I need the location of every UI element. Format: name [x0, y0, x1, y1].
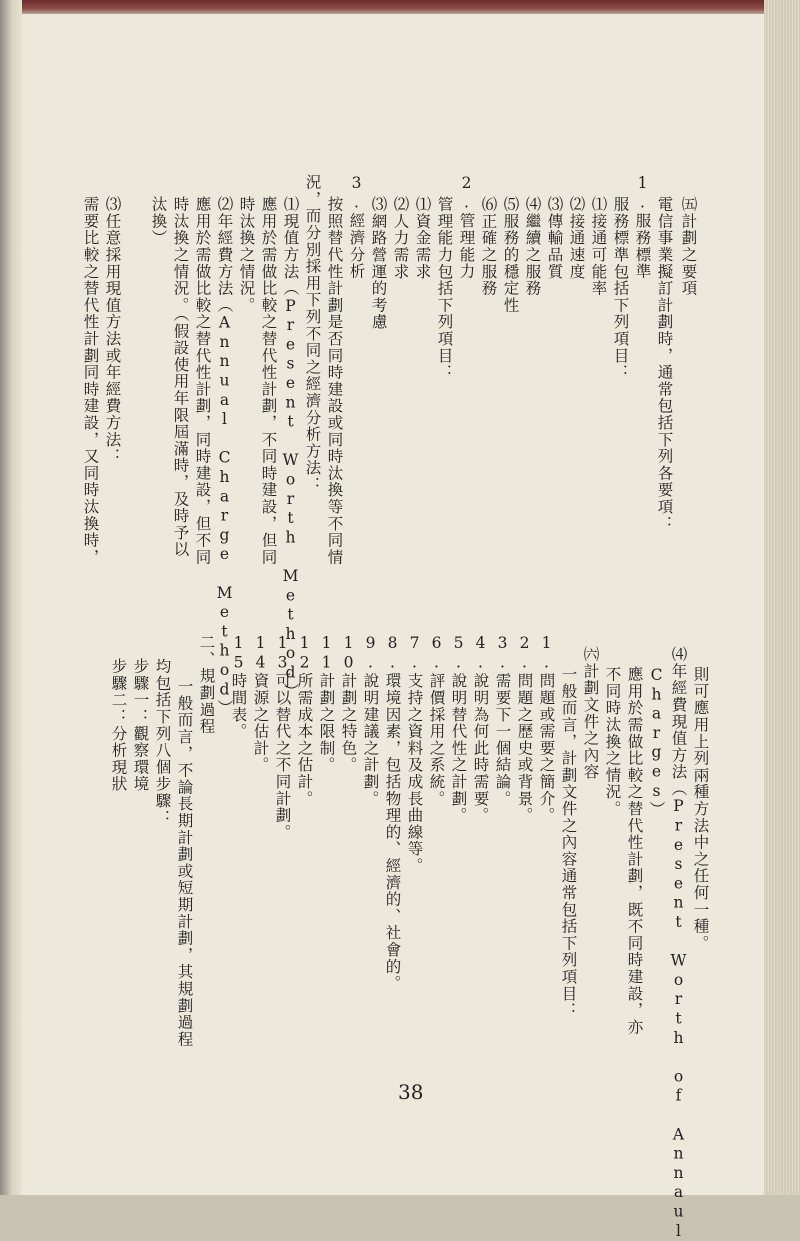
text-line: 均包括下列八個步驟： — [153, 658, 172, 826]
list-item: 7.支持之資料及成長曲線等。 — [405, 634, 424, 875]
list-item: 4.說明為何此時需要。 — [471, 634, 490, 824]
list-heading: 1.服務標準 — [633, 174, 652, 280]
text-line: 一般而言，不論長期計劃或短期計劃，其規劃過程 — [175, 678, 194, 1048]
text-line: 則可應用上列兩種方法中之任何一種。 — [691, 666, 710, 952]
list-item: ⑶網路營運的考慮 — [369, 196, 388, 331]
list-item: 12所需成本之估計。 — [295, 634, 314, 807]
left-page-edge — [0, 0, 22, 1195]
section-heading: 二、規劃過程 — [197, 634, 216, 735]
book-cover-edge — [22, 0, 764, 14]
list-item: 6.評價採用之系統。 — [427, 634, 446, 807]
text-line: 汰換） — [149, 196, 168, 247]
list-item: 10計劃之特色。 — [339, 634, 358, 774]
page-stack-edge — [764, 0, 800, 1195]
list-item: ⑵年經費方法（Annual Charge Method） — [215, 196, 234, 717]
text-line: 一般而言，計劃文件之內容通常包括下列項目： — [559, 666, 578, 1019]
list-item: 1.問題或需要之簡介。 — [537, 634, 556, 824]
list-heading: 3.經濟分析 — [347, 174, 366, 280]
text-line: 不同時汰換之情況。 — [603, 666, 622, 818]
text-line: 況，而分別採用下列不同之經濟分析方法： — [303, 174, 322, 494]
list-item: 11計劃之限制。 — [317, 634, 336, 774]
list-item: 8.環境因素，包括物理的、經濟的、社會的。 — [383, 634, 402, 992]
list-item: ⑹正確之服務 — [479, 196, 498, 297]
list-heading: 2.管理能力 — [457, 174, 476, 280]
book-page — [22, 14, 764, 1241]
section-heading: ㈥計劃文件之內容 — [581, 646, 600, 781]
list-item: ⑴資金需求 — [413, 196, 432, 280]
list-item: 14資源之估計。 — [251, 634, 270, 774]
list-item: ⑷繼續之服務 — [523, 196, 542, 297]
list-item: ⑴現值方法（Present Worth Method） — [281, 196, 300, 700]
list-item: ⑵人力需求 — [391, 196, 410, 280]
text-line: 應用於需做比較之替代性計劃，同時建設，但不同 — [193, 196, 212, 566]
list-item: 2.問題之歷史或背景。 — [515, 634, 534, 824]
list-item: 3.需要下一個結論。 — [493, 634, 512, 807]
list-item: ⑷年經費現值方法（Present Worth of Annaul — [669, 646, 688, 1241]
list-item: 9.說明建議之計劃。 — [361, 634, 380, 807]
list-item: 步驟二：分析現狀 — [109, 658, 128, 793]
list-item: ⑸服務的穩定性 — [501, 196, 520, 314]
list-item: 步驟一：觀察環境 — [131, 658, 150, 793]
page-number: 38 — [398, 1080, 424, 1104]
text-line: 需要比較之替代性計劃同時建設，又同時汰換時， — [81, 196, 100, 566]
text-line: Charges） — [647, 666, 666, 818]
list-item: 5.說明替代性之計劃。 — [449, 634, 468, 824]
text-line: 應用於需做比較之替代性計劃，既不同時建設，亦 — [625, 666, 644, 1036]
list-item: ⑴接通可能率 — [589, 196, 608, 297]
text-line: 時汰換之情況。 — [237, 196, 256, 314]
text-line: 時汰換之情況。（假設使用年限屆滿時，及時予以 — [171, 196, 190, 558]
list-item: ⑵接通速度 — [567, 196, 586, 280]
text-line: 應用於需做比較之替代性計劃，不同時建設，但同 — [259, 196, 278, 566]
list-item: ⑶任意採用現值方法或年經費方法： — [103, 196, 122, 465]
list-item: 15時間表。 — [229, 634, 248, 740]
text-line: 電信事業擬訂計劃時，通常包括下列各要項： — [655, 196, 674, 532]
section-heading: ㈤計劃之要項 — [679, 196, 698, 297]
text-line: 管理能力包括下列項目： — [435, 196, 454, 381]
list-item: 13可以替代之不同計劃。 — [273, 634, 292, 841]
text-line: 按照替代性計劃是否同時建設或同時汰換等不同情 — [325, 196, 344, 566]
list-item: ⑶傳輸品質 — [545, 196, 564, 280]
text-line: 服務標準包括下列項目： — [611, 196, 630, 381]
